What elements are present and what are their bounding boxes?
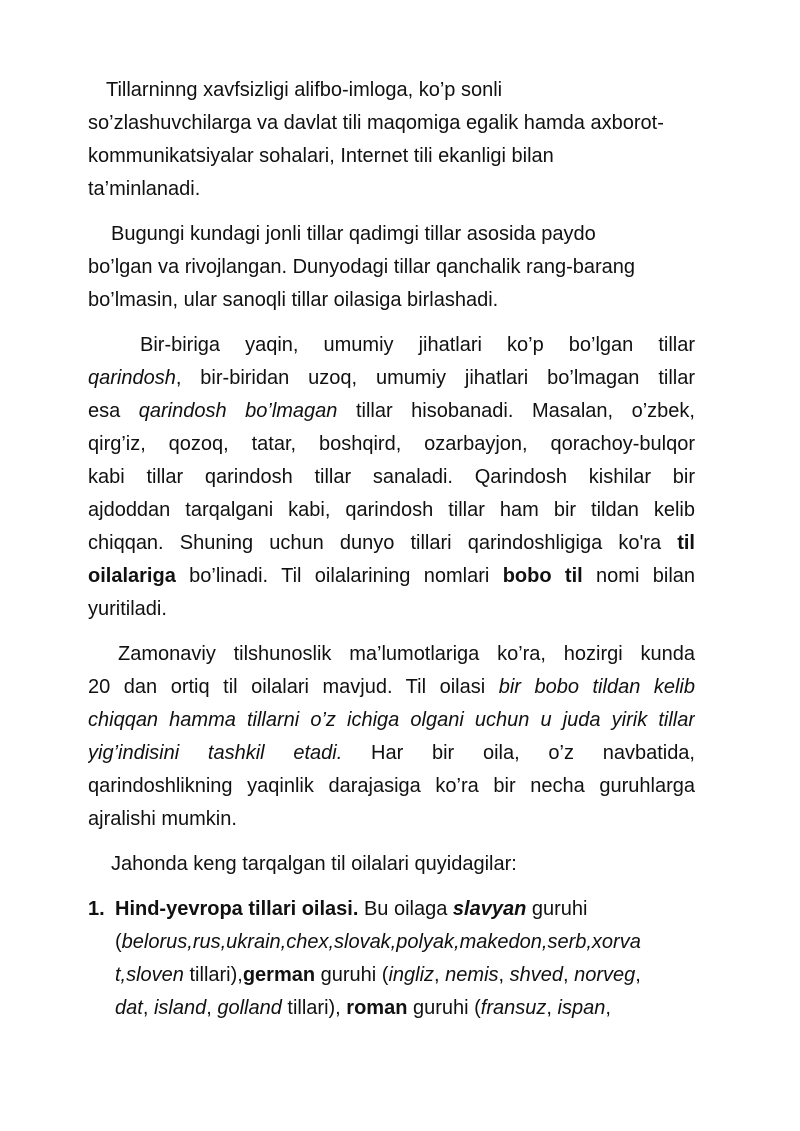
text-line: qarindosh, bir-biridan uzoq, umumiy jihatlari bo’lmagan tillar xyxy=(88,367,695,389)
list-item xyxy=(88,893,695,1025)
text-line: yig’indisini tashkil etadi. Har bir oila, o’z navbatida, xyxy=(88,742,695,764)
text-line: ajralishi mumkin. xyxy=(88,808,237,830)
text-line xyxy=(88,704,695,737)
text-line: esa qarindosh bo’lmagan tillar hisobanadi. Masalan, o’zbek, xyxy=(88,400,695,422)
paragraph-5 xyxy=(88,848,695,881)
text-line: oilalariga bo’linadi. Til oilalarining nomlari bobo til nomi bilan xyxy=(88,565,695,587)
text-italic: chiqqan hamma tillarni o’z ichiga olgani uchun u juda yirik tillar xyxy=(88,709,695,731)
term-bold: til xyxy=(677,532,695,554)
text-line: yuritiladi. xyxy=(88,598,167,620)
text-line: Zamonaviy tilshunoslik ma’lumotlariga ko’ra, hozirgi kunda xyxy=(118,643,695,665)
text-line: kommunikatsiyalar sohalari, Internet tili ekanligi bilan xyxy=(88,145,554,167)
term-bold-italic: slavyan xyxy=(452,898,527,920)
document-page xyxy=(88,74,695,1025)
text-line: bo’lmasin, ular sanoqli tillar oilasiga birlashadi. xyxy=(88,289,499,311)
text-line: dat, island, golland tillari), roman guruhi (fransuz, ispan, xyxy=(115,997,611,1019)
paragraph-1 xyxy=(88,74,695,206)
language-list-italic: t,sloven xyxy=(115,964,184,986)
text-line: so’zlashuvchilarga va davlat tili maqomiga egalik hamda axborot- xyxy=(88,112,664,134)
text-line: 20 dan ortiq til oilalari mavjud. Til oilasi bir bobo tildan kelib xyxy=(88,676,695,698)
text-line: ajdoddan tarqalgani kabi, qarindosh tillar ham bir tildan kelib xyxy=(88,499,695,521)
text-line: Bugungi kundagi jonli tillar qadimgi tillar asosida paydo xyxy=(111,223,596,245)
list-item-title: Hind-yevropa tillari oilasi. xyxy=(115,898,359,920)
term-italic: qarindosh bo’lmagan xyxy=(138,400,338,422)
text-line: (belorus,rus,ukrain,chex,slovak,polyak,makedon,serb,xorva xyxy=(115,931,641,953)
text-line: Bir-biriga yaqin, umumiy jihatlari ko’p bo’lgan tillar xyxy=(140,334,695,356)
text-line: ta’minlanadi. xyxy=(88,178,201,200)
text-line: kabi tillar qarindosh tillar sanaladi. Qarindosh kishilar bir xyxy=(88,466,695,488)
text-line: Tillarninng xavfsizligi alifbo-imloga, ko’p sonli xyxy=(106,79,503,101)
term-bold: roman xyxy=(346,997,408,1019)
list-number: 1. xyxy=(88,898,105,920)
term-bold: oilalariga xyxy=(88,565,176,587)
text-italic: bir bobo tildan kelib xyxy=(498,676,695,698)
paragraph-3 xyxy=(88,329,695,626)
text-line: chiqqan. Shuning uchun dunyo tillari qarindoshligiga ko'ra til xyxy=(88,532,695,554)
text-line: Jahonda keng tarqalgan til oilalari quyidagilar: xyxy=(111,853,517,875)
term-bold: bobo til xyxy=(502,565,583,587)
text-italic: yig’indisini tashkil etadi. xyxy=(88,742,343,764)
term-bold: german xyxy=(242,964,316,986)
text-line: 1. Hind-yevropa tillari oilasi. Bu oilaga slavyan guruhi xyxy=(115,893,695,926)
text-line: qirg’iz, qozoq, tatar, boshqird, ozarbayjon, qorachoy-bulqor xyxy=(88,433,695,455)
term-italic: qarindosh xyxy=(88,367,176,389)
paragraph-4 xyxy=(88,638,695,836)
language-list-italic: belorus,rus,ukrain,chex,slovak,polyak,makedon,serb,xorva xyxy=(121,931,641,953)
text-line: qarindoshlikning yaqinlik darajasiga ko’ra bir necha guruhlarga xyxy=(88,775,695,797)
text-line: bo’lgan va rivojlangan. Dunyodagi tillar qanchalik rang-barang xyxy=(88,256,636,278)
paragraph-2 xyxy=(88,218,695,317)
text-line: t,sloven tillari),german guruhi (ingliz, nemis, shved, norveg, xyxy=(115,964,641,986)
